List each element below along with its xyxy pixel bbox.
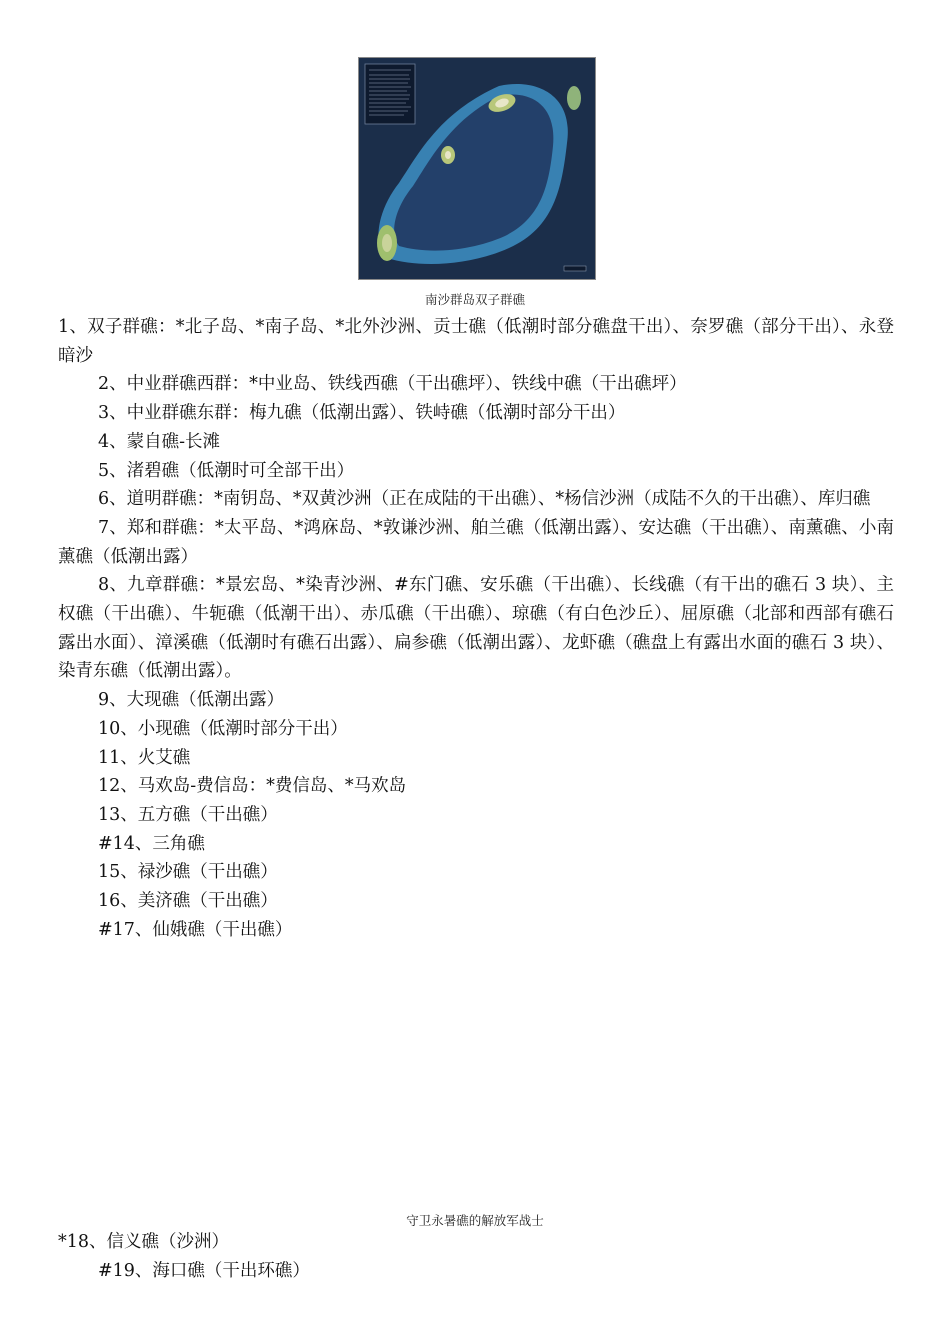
list-item: #14、三角礁	[98, 833, 205, 854]
list-item: 5、渚碧礁（低潮时可全部干出）	[98, 460, 355, 481]
list-item: #19、海口礁（干出环礁）	[98, 1260, 310, 1281]
reef-list-continued	[58, 1228, 894, 1285]
list-item: 1、双子群礁：*北子岛、*南子岛、*北外沙洲、贡士礁（低潮时部分礁盘干出）、奈罗礁（部分干出）、永登暗沙	[58, 317, 894, 366]
photo-caption: 守卫永暑礁的解放军战士	[406, 1213, 544, 1228]
list-item: 2、中业群礁西群：*中业岛、铁线西礁（干出礁坪）、铁线中礁（干出礁坪）	[98, 374, 687, 395]
list-item: 16、美济礁（干出礁）	[98, 891, 278, 912]
reef-list	[58, 313, 894, 944]
list-item: 15、禄沙礁（干出礁）	[98, 862, 278, 883]
list-item: 6、道明群礁：*南钥岛、*双黄沙洲（正在成陆的干出礁）、*杨信沙洲（成陆不久的干出礁）、库归礁	[98, 489, 871, 510]
list-item: 4、蒙自礁-长滩	[98, 431, 221, 452]
satellite-map-of-reef-atoll-icon	[359, 58, 595, 279]
figure-caption: 南沙群岛双子群礁	[424, 292, 525, 307]
list-item: *18、信义礁（沙洲）	[58, 1232, 230, 1252]
list-item: 3、中业群礁东群：梅九礁（低潮出露）、铁峙礁（低潮时部分干出）	[98, 403, 626, 424]
list-item: 12、马欢岛-费信岛：*费信岛、*马欢岛	[98, 776, 407, 797]
list-item: 10、小现礁（低潮时部分干出）	[98, 718, 348, 739]
reef-satellite-map	[358, 57, 596, 280]
list-item: 9、大现礁（低潮出露）	[98, 690, 285, 711]
list-item: 7、郑和群礁：*太平岛、*鸿庥岛、*敦谦沙洲、舶兰礁（低潮出露）、安达礁（干出礁）、南薰礁、小南薰礁（低潮出露）	[58, 517, 894, 567]
list-item: 8、九章群礁：*景宏岛、*染青沙洲、#东门礁、安乐礁（干出礁）、长线礁（有干出的礁石 3 块）、主权礁（干出礁）、牛轭礁（低潮干出）、赤瓜礁（干出礁）、琼礁（有白色沙丘）、屈原礁（北部和西部有礁石露出水面）、漳溪礁（低潮时有礁石出露）、扁参礁（低潮出露）、龙虾礁（礁盘上有露出水面的礁石 3 块）、染青东礁（低潮出露）。	[58, 575, 894, 682]
list-item: #17、仙娥礁（干出礁）	[98, 919, 293, 940]
list-item: 11、火艾礁	[98, 747, 191, 768]
list-item: 13、五方礁（干出礁）	[98, 804, 278, 825]
